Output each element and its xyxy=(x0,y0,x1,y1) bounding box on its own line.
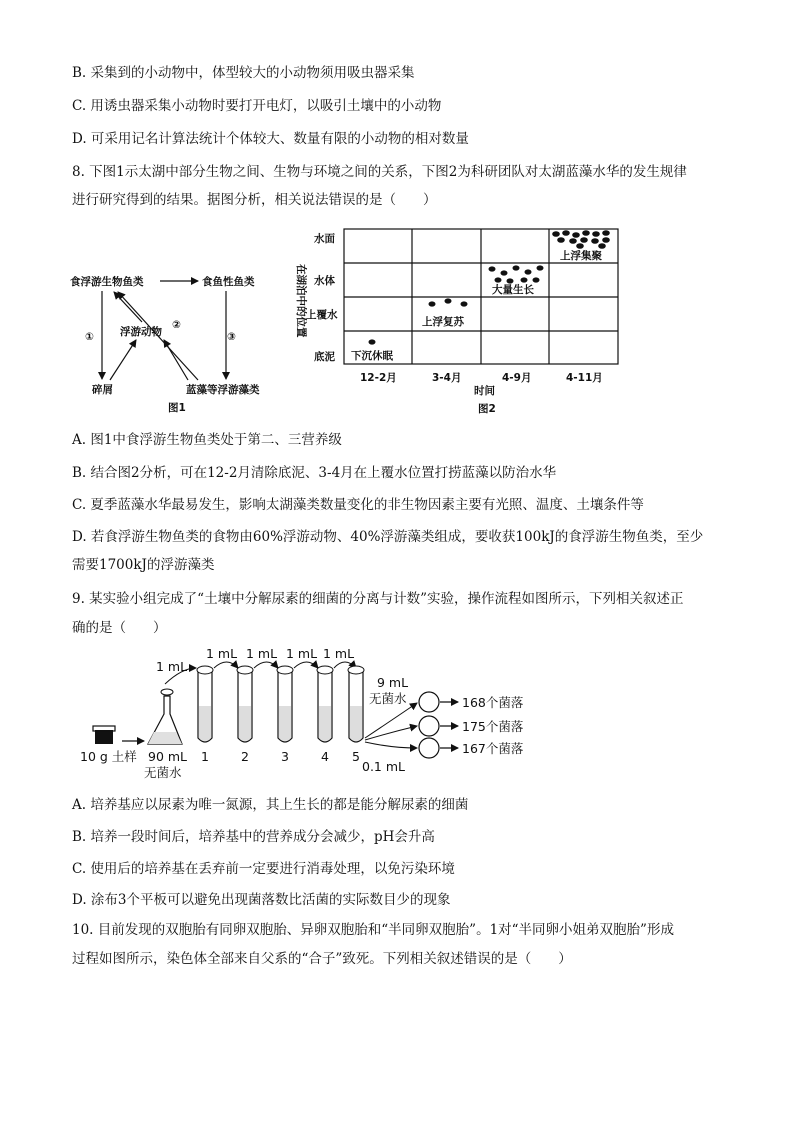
tube-number-4: 4 xyxy=(321,749,329,764)
tube-number-3: 3 xyxy=(281,749,289,764)
figure-1-caption: 图1 xyxy=(168,402,186,414)
col-label-apr-sep: 4-9月 xyxy=(502,372,532,384)
marker-1: ① xyxy=(85,331,94,343)
node-zooplankton: 浮游动物 xyxy=(120,326,162,338)
test-tube-2 xyxy=(237,666,253,742)
q9-option-a: A. 培养基应以尿素为唯一氮源，其上生长的都是能分解尿素的细菌 xyxy=(72,797,469,813)
row-label-sediment: 底泥 xyxy=(314,351,335,363)
row-label-water-body: 水体 xyxy=(314,275,335,287)
colony-count-3: 167个菌落 xyxy=(462,741,524,756)
marker-3: ③ xyxy=(227,331,236,343)
q8-option-a: A. 图1中食浮游生物鱼类处于第二、三营养级 xyxy=(72,432,342,448)
node-plankton-fish: 食浮游生物鱼类 xyxy=(70,276,144,288)
test-tube-3 xyxy=(277,666,293,742)
tube-number-2: 2 xyxy=(241,749,249,764)
flask-icon xyxy=(148,689,182,744)
q8-option-d-line1: D. 若食浮游生物鱼类的食物由60%浮游动物、40%浮游藻类组成，要收获100kJ的食浮游生物鱼类，至少 xyxy=(72,529,704,545)
test-tube-5 xyxy=(348,666,364,742)
q7-option-d: D. 可采用记名计算法统计个体较大、数量有限的小动物的相对数量 xyxy=(72,131,469,147)
figure-1-food-web xyxy=(66,262,296,422)
fig2-y-axis-label: 在湖泊中的位置 xyxy=(295,264,307,338)
col-label-apr-nov: 4-11月 xyxy=(566,372,603,384)
q8-option-c: C. 夏季蓝藻水华最易发生，影响太湖藻类数量变化的非生物因素主要有光照、温度、土壤条件等 xyxy=(72,497,644,513)
volume-label-5: 1 mL xyxy=(323,646,355,661)
volume-label-3: 1 mL xyxy=(246,646,278,661)
tube-water-label: 无菌水 xyxy=(369,691,407,706)
label-floating-revival: 上浮复苏 xyxy=(422,316,464,328)
arrow-zoo-to-fish xyxy=(114,292,142,322)
q10-stem-line2: 过程如图所示，染色体全部来自父系的“合子”致死。下列相关叙述错误的是（ ） xyxy=(72,951,572,967)
q8-option-d-line2: 需要1700kJ的浮游藻类 xyxy=(72,557,215,573)
q7-option-c: C. 用诱虫器采集小动物时要打开电灯，以吸引土壤中的小动物 xyxy=(72,98,442,114)
q8-stem-line2: 进行研究得到的结果。据图分析，相关说法错误的是（ ） xyxy=(72,192,437,208)
arrow-detritus-to-zoo xyxy=(110,340,136,380)
label-sinking-dormancy: 下沉休眠 xyxy=(351,350,393,362)
row-label-overlying-water: 上覆水 xyxy=(306,309,338,321)
tube-number-5: 5 xyxy=(352,749,360,764)
algae-colonies-surface xyxy=(552,230,610,249)
figure-2-bloom-grid xyxy=(286,222,626,416)
label-mass-growth: 大量生长 xyxy=(492,284,534,296)
spread-arrows xyxy=(365,703,417,748)
node-piscivore-fish: 食鱼性鱼类 xyxy=(202,276,255,288)
q9-option-d: D. 涂布3个平板可以避免出现菌落数比活菌的实际数目少的现象 xyxy=(72,892,451,908)
plate-3 xyxy=(419,738,439,758)
test-tube-1 xyxy=(197,666,213,742)
q8-option-b: B. 结合图2分析，可在12-2月清除底泥、3-4月在上覆水位置打捞蓝藻以防治水华 xyxy=(72,465,557,481)
volume-label-4: 1 mL xyxy=(286,646,318,661)
q7-option-b: B. 采集到的小动物中，体型较大的小动物须用吸虫器采集 xyxy=(72,65,415,81)
flask-water-volume: 90 mL xyxy=(148,749,188,764)
marker-2: ② xyxy=(172,319,181,331)
algae-colonies-sediment xyxy=(369,339,376,344)
label-floating-aggregation: 上浮集聚 xyxy=(560,250,602,262)
q9-option-c: C. 使用后的培养基在丢弃前一定要进行消毒处理，以免污染环境 xyxy=(72,861,455,877)
colony-count-2: 175个菌落 xyxy=(462,719,524,734)
volume-label-2: 1 mL xyxy=(206,646,238,661)
node-algae: 蓝藻等浮游藻类 xyxy=(186,384,260,396)
soil-container-icon xyxy=(93,726,115,744)
algae-colonies-overlying xyxy=(429,298,468,306)
volume-label-1: 1 mL xyxy=(156,659,188,674)
algae-colonies-water-body xyxy=(489,265,544,283)
arrow-algae-to-zoo xyxy=(164,340,188,380)
q8-stem-line1: 8. 下图1示太湖中部分生物之间、生物与环境之间的关系，下图2为科研团队对太湖蓝藻水华的发生规律 xyxy=(72,164,687,180)
tube-water-volume: 9 mL xyxy=(377,675,409,690)
colony-count-1: 168个菌落 xyxy=(462,695,524,710)
row-label-surface: 水面 xyxy=(314,233,335,245)
q9-option-b: B. 培养一段时间后，培养基中的营养成分会减少，pH会升高 xyxy=(72,829,435,845)
q9-stem-line1: 9. 某实验小组完成了“土壤中分解尿素的细菌的分离与计数”实验，操作流程如图所示，下列相关叙述正 xyxy=(72,591,684,607)
figure-3-dilution-flow xyxy=(72,640,552,786)
soil-sample-label: 10 g 土样 xyxy=(80,749,137,764)
col-label-dec-feb: 12-2月 xyxy=(360,372,397,384)
plate-2 xyxy=(419,716,439,736)
q10-stem-line1: 10. 目前发现的双胞胎有同卵双胞胎、异卵双胞胎和“半同卵双胞胎”。1对“半同卵小姐弟双胞胎”形成 xyxy=(72,922,674,938)
q9-stem-line2: 确的是（ ） xyxy=(72,620,167,636)
fig2-x-axis-label: 时间 xyxy=(474,385,495,397)
tube-number-1: 1 xyxy=(201,749,209,764)
col-label-mar-apr: 3-4月 xyxy=(432,372,462,384)
test-tube-4 xyxy=(317,666,333,742)
flask-water-label: 无菌水 xyxy=(144,765,182,780)
node-detritus: 碎屑 xyxy=(92,384,113,396)
spread-volume-label: 0.1 mL xyxy=(362,759,405,774)
plate-1 xyxy=(419,692,439,712)
figure-2-caption: 图2 xyxy=(478,403,496,415)
